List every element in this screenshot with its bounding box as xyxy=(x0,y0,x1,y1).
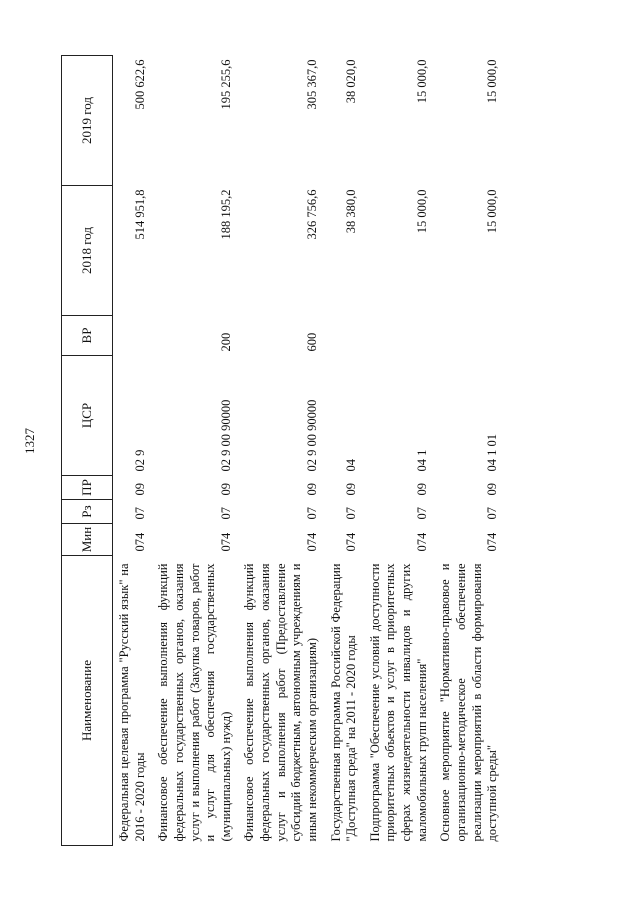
row-csr: 02 9 00 90000 xyxy=(304,399,319,472)
row-vr: 200 xyxy=(218,332,233,352)
row-csr: 04 1 xyxy=(414,449,429,472)
row-name: Федеральная целевая программа "Русский язык" на 2016 - 2020 годы xyxy=(117,563,147,842)
row-2018: 326 756,6 xyxy=(304,189,319,240)
row-min: 074 xyxy=(485,532,500,552)
header-2018: 2018 год xyxy=(62,186,113,316)
row-rz: 07 xyxy=(132,507,147,520)
row-2019: 500 622,6 xyxy=(132,59,147,110)
row-2018: 15 000,0 xyxy=(414,189,429,234)
row-2018: 514 951,8 xyxy=(132,189,147,240)
header-name: Наименование xyxy=(62,556,113,846)
row-pr: 09 xyxy=(132,483,147,496)
row-pr: 09 xyxy=(304,483,319,496)
row-2018: 188 195,2 xyxy=(218,189,233,240)
header-2019: 2019 год xyxy=(62,56,113,186)
row-pr: 09 xyxy=(485,483,500,496)
row-vr xyxy=(438,316,509,356)
row-vr xyxy=(113,316,157,356)
row-rz: 07 xyxy=(485,507,500,520)
row-rz: 07 xyxy=(218,507,233,520)
row-pr: 09 xyxy=(414,483,429,496)
row-min: 074 xyxy=(414,532,429,552)
row-2018: 15 000,0 xyxy=(485,189,500,234)
row-name: Подпрограмма "Обеспечение условий доступности приоритетных объектов и услуг в приоритетных сферах жизнедеятельности инвалидов и других маломобильных групп населения" xyxy=(367,563,429,842)
row-min: 074 xyxy=(218,532,233,552)
row-vr xyxy=(329,316,368,356)
row-rz: 07 xyxy=(304,507,319,520)
row-name: Финансовое обеспечение выполнения функций федеральных государственных органов, оказания услуг и выполнения работ (Предоставление субсидий бюджетным, автономным учреждениям и иным некоммерческим организациям) xyxy=(242,563,319,842)
table-row xyxy=(242,56,328,846)
row-rz: 07 xyxy=(344,507,359,520)
page-number: 1327 xyxy=(22,428,37,454)
row-csr: 02 9 xyxy=(132,449,147,472)
row-2019: 195 255,6 xyxy=(218,59,233,110)
table-row xyxy=(438,56,509,846)
row-min: 074 xyxy=(344,532,359,552)
table-row xyxy=(113,56,157,846)
row-2019: 38 020,0 xyxy=(344,59,359,104)
row-name: Основное мероприятие "Нормативно-правовое и организационно-методическое обеспечение реализации мероприятий в области формирования доступной среды" xyxy=(438,563,500,842)
row-min: 074 xyxy=(132,532,147,552)
row-rz: 07 xyxy=(414,507,429,520)
row-vr xyxy=(368,316,439,356)
row-2019: 15 000,0 xyxy=(485,59,500,104)
header-pr: ПР xyxy=(62,476,113,500)
table-header-row xyxy=(62,56,113,846)
row-csr: 04 xyxy=(344,459,359,472)
header-csr: ЦСР xyxy=(62,356,113,476)
row-csr: 02 9 00 90000 xyxy=(218,399,233,472)
table-row xyxy=(368,56,439,846)
row-name: Государственная программа Российской Федерации "Доступная среда" на 2011 - 2020 годы xyxy=(328,563,359,842)
table-row xyxy=(329,56,368,846)
header-rz: Рз xyxy=(62,500,113,524)
header-min: Мин xyxy=(62,524,113,556)
row-name: Финансовое обеспечение выполнения функций федеральных государственных органов, оказания услуг и выполнения работ (Закупка товаров, работ и услуг для обеспечения государственных (муниципальных) нужд) xyxy=(156,563,233,842)
row-2019: 15 000,0 xyxy=(414,59,429,104)
table-row xyxy=(156,56,242,846)
budget-table xyxy=(61,55,509,846)
budget-table-container xyxy=(61,56,581,846)
row-pr: 09 xyxy=(218,483,233,496)
row-pr: 09 xyxy=(344,483,359,496)
row-2019: 305 367,0 xyxy=(304,59,319,110)
row-vr: 600 xyxy=(304,332,319,352)
row-2018: 38 380,0 xyxy=(344,189,359,234)
row-min: 074 xyxy=(304,532,319,552)
header-vr: ВР xyxy=(62,316,113,356)
row-csr: 04 1 01 xyxy=(485,434,500,472)
